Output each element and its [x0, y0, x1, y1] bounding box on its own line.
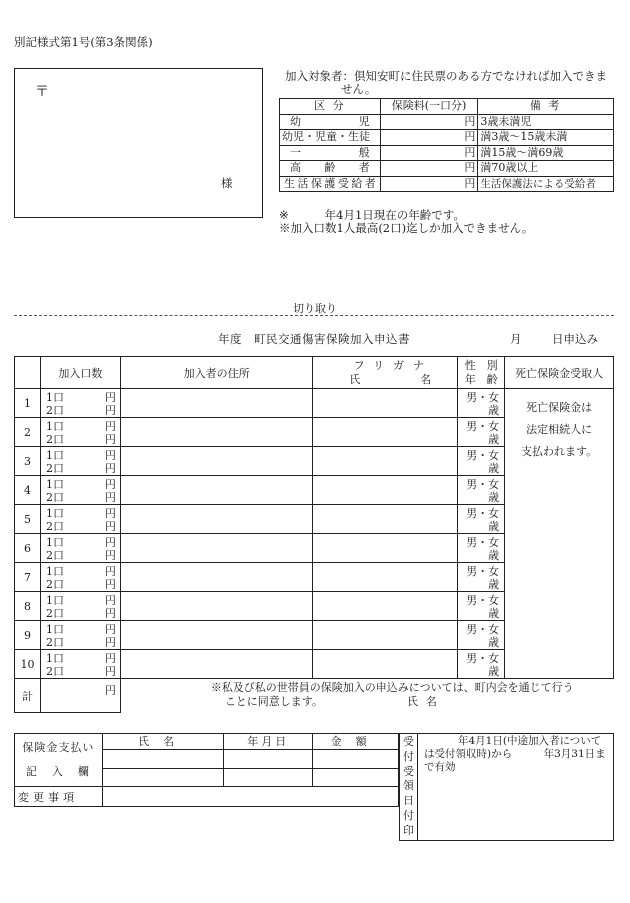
header-address: 加入者の住所: [120, 357, 313, 389]
day-label: 日申込み: [552, 332, 598, 346]
sex-age-cell[interactable]: [458, 621, 505, 650]
fee-row: [280, 145, 614, 161]
header-name: [313, 357, 458, 389]
consent-line1: ※私及び私の世帯員の保険加入の申込みについては、町内会を通じて行う: [210, 681, 574, 694]
address-cell[interactable]: [120, 505, 313, 534]
unit-1-yen: 円: [104, 419, 116, 433]
unit-2-yen: 円: [104, 490, 116, 504]
unit-1-label: 1口: [45, 622, 64, 636]
unit-2-label: 2口: [45, 635, 64, 649]
application-table: [14, 356, 614, 713]
fee-table-header: [280, 99, 614, 115]
units-cell[interactable]: [40, 389, 120, 418]
consent-line2-wrap: [121, 695, 614, 709]
row-number: 1: [15, 389, 41, 418]
name-cell[interactable]: [313, 418, 458, 447]
age-unit: 歳: [488, 403, 500, 417]
payment-label-2: 記 入 欄: [25, 765, 91, 778]
sex-options: 男・女: [466, 622, 500, 636]
payment-name-cell[interactable]: [102, 768, 224, 787]
application-header: [15, 357, 614, 389]
beneficiary-note-3: 支払われます。: [521, 445, 598, 458]
address-cell[interactable]: [120, 650, 313, 679]
fee-row: [280, 176, 614, 192]
unit-2-yen: 円: [104, 403, 116, 417]
address-cell[interactable]: [120, 476, 313, 505]
validity-line2: は受付領収時)から 年3月31日ま: [424, 748, 606, 760]
address-cell[interactable]: [120, 621, 313, 650]
unit-1-yen: 円: [104, 651, 116, 665]
unit-2-yen: 円: [104, 577, 116, 591]
name-cell[interactable]: [313, 621, 458, 650]
units-cell[interactable]: [40, 621, 120, 650]
validity-line1: 年4月1日(中途加入者について: [458, 735, 602, 747]
unit-2-label: 2口: [45, 606, 64, 620]
sex-age-cell[interactable]: [458, 563, 505, 592]
fee-amount[interactable]: 円: [380, 176, 478, 192]
row-number: 2: [15, 418, 41, 447]
payment-date-cell[interactable]: [224, 750, 313, 768]
units-cell[interactable]: [40, 476, 120, 505]
fee-note: 満15歳～満69歳: [478, 145, 614, 161]
row-number: 3: [15, 447, 41, 476]
fee-category: 幼児: [280, 114, 381, 130]
age-unit: 歳: [488, 606, 500, 620]
fee-note: 満3歳～15歳未満: [478, 130, 614, 146]
total-label: 計: [15, 679, 41, 713]
name-cell[interactable]: [313, 534, 458, 563]
unit-2-yen: 円: [104, 635, 116, 649]
sex-options: 男・女: [466, 593, 500, 607]
unit-2-label: 2口: [45, 490, 64, 504]
unit-1-yen: 円: [104, 564, 116, 578]
address-cell[interactable]: [120, 592, 313, 621]
receipt-row: [400, 734, 614, 841]
age-unit: 歳: [488, 577, 500, 591]
address-cell[interactable]: [120, 447, 313, 476]
change-cell[interactable]: [102, 787, 398, 807]
unit-1-yen: 円: [104, 477, 116, 491]
age-unit: 歳: [488, 635, 500, 649]
unit-1-label: 1口: [45, 477, 64, 491]
unit-1-label: 1口: [45, 564, 64, 578]
payment-label-1: 保険金支払い: [22, 741, 95, 754]
total-amount[interactable]: 円: [40, 679, 120, 713]
applicant-row: [15, 389, 614, 418]
fee-category: 高齢者: [280, 161, 381, 177]
payment-header-amount: 金額: [313, 734, 399, 750]
beneficiary-note-1: 死亡保険金は: [526, 401, 593, 414]
unit-1-yen: 円: [104, 448, 116, 462]
units-cell[interactable]: [40, 447, 120, 476]
sex-age-cell[interactable]: [458, 389, 505, 418]
address-cell[interactable]: [120, 418, 313, 447]
eligibility-line2: せん。: [341, 82, 377, 96]
unit-2-yen: 円: [104, 548, 116, 562]
note-mark: ※: [279, 208, 289, 222]
validity-line3: で有効: [424, 761, 456, 773]
fee-row: [280, 130, 614, 146]
name-cell[interactable]: [313, 389, 458, 418]
payment-label: [15, 734, 103, 787]
unit-2-label: 2口: [45, 461, 64, 475]
fee-note: 満70歳以上: [478, 161, 614, 177]
unit-2-label: 2口: [45, 577, 64, 591]
applicant-rows: [15, 389, 614, 679]
eligibility-line1: 加入対象者：倶知安町に住民票のある方でなければ加入できま: [285, 69, 607, 83]
limit-note: ※加入口数1人最高(2口)迄しか加入できません。: [279, 221, 534, 235]
unit-2-label: 2口: [45, 548, 64, 562]
change-row: [15, 787, 399, 807]
payment-header-date: 年月日: [224, 734, 313, 750]
unit-2-label: 2口: [45, 403, 64, 417]
header-age: 年 齢: [464, 372, 498, 386]
honorific: 様: [221, 176, 233, 190]
unit-1-yen: 円: [104, 506, 116, 520]
change-label: 変更事項: [15, 787, 103, 807]
fee-category: 生活保護受給者: [280, 176, 381, 192]
row-number: 6: [15, 534, 41, 563]
receipt-stamp-label: 受 付 受 領 日 付 印: [400, 734, 418, 841]
units-cell[interactable]: [40, 418, 120, 447]
row-number: 9: [15, 621, 41, 650]
payment-header-name: 氏名: [102, 734, 224, 750]
unit-1-label: 1口: [45, 390, 64, 404]
eligibility-note: [285, 70, 615, 96]
payment-date-cell[interactable]: [224, 768, 313, 787]
fee-amount[interactable]: 円: [380, 130, 478, 146]
payment-header: [15, 734, 399, 750]
month-label: 月: [510, 332, 522, 346]
fee-row: [280, 161, 614, 177]
units-cell[interactable]: [40, 563, 120, 592]
unit-2-yen: 円: [104, 461, 116, 475]
units-cell[interactable]: [40, 534, 120, 563]
header-name-1: 氏: [349, 372, 361, 386]
age-unit: 歳: [488, 461, 500, 475]
address-cell[interactable]: [120, 534, 313, 563]
fee-header-fee: 保険料(一口分): [380, 99, 478, 115]
fee-note: 3歳未満児: [478, 114, 614, 130]
sex-age-cell[interactable]: [458, 418, 505, 447]
fee-category: 一般: [280, 145, 381, 161]
unit-2-label: 2口: [45, 519, 64, 533]
age-unit: 歳: [488, 432, 500, 446]
units-cell[interactable]: [40, 650, 120, 679]
consent-line2: ことに同意します。: [224, 695, 323, 708]
unit-1-yen: 円: [104, 622, 116, 636]
name-cell[interactable]: [313, 563, 458, 592]
name-cell[interactable]: [313, 592, 458, 621]
header-furigana: フリガナ: [353, 358, 434, 372]
fee-row: [280, 114, 614, 130]
header-units: 加入口数: [40, 357, 120, 389]
unit-1-label: 1口: [45, 419, 64, 433]
sex-age-cell[interactable]: [458, 505, 505, 534]
form-title: 年度 町民交通傷害保険加入申込書: [218, 332, 410, 346]
row-number: 8: [15, 592, 41, 621]
form-reference: 別記様式第1号(第3条関係): [14, 35, 153, 49]
header-sex: 性 別: [464, 358, 498, 372]
unit-2-label: 2口: [45, 432, 64, 446]
fee-header-category: 区 分: [280, 99, 381, 115]
fee-amount[interactable]: 円: [380, 145, 478, 161]
sex-options: 男・女: [466, 448, 500, 462]
payment-table: [14, 733, 399, 807]
address-cell[interactable]: [120, 389, 313, 418]
receipt-table: [399, 733, 614, 841]
total-row: [15, 679, 614, 713]
row-number: 4: [15, 476, 41, 505]
fee-amount[interactable]: 円: [380, 161, 478, 177]
sex-options: 男・女: [466, 390, 500, 404]
beneficiary-note-2: 法定相続人に: [526, 423, 593, 436]
header-name-2: 名: [420, 372, 432, 386]
unit-1-label: 1口: [45, 651, 64, 665]
unit-2-label: 2口: [45, 664, 64, 678]
fee-amount[interactable]: 円: [380, 114, 478, 130]
unit-1-label: 1口: [45, 535, 64, 549]
sex-options: 男・女: [466, 535, 500, 549]
cut-line: [14, 315, 614, 316]
header-sex-age: [458, 357, 505, 389]
fee-header-note: 備 考: [478, 99, 614, 115]
unit-1-label: 1口: [45, 506, 64, 520]
consent-statement: [120, 679, 613, 713]
fee-category: 幼児・児童・生徒: [280, 130, 381, 146]
cut-label: 切り取り: [293, 302, 337, 315]
age-unit: 歳: [488, 519, 500, 533]
age-note-text: 年4月1日現在の年齢です。: [324, 208, 465, 222]
sex-options: 男・女: [466, 419, 500, 433]
sex-age-cell[interactable]: [458, 476, 505, 505]
age-unit: 歳: [488, 664, 500, 678]
title-row: [0, 331, 630, 347]
sex-age-cell[interactable]: [458, 534, 505, 563]
sex-options: 男・女: [466, 651, 500, 665]
sex-age-cell[interactable]: [458, 447, 505, 476]
age-unit: 歳: [488, 548, 500, 562]
unit-1-label: 1口: [45, 448, 64, 462]
sex-age-cell[interactable]: [458, 650, 505, 679]
payment-name-cell[interactable]: [102, 750, 224, 768]
postal-mark: 〒: [35, 84, 49, 100]
payment-amount-cell[interactable]: [313, 768, 399, 787]
header-beneficiary: 死亡保険金受取人: [505, 357, 614, 389]
name-cell[interactable]: [313, 650, 458, 679]
sex-options: 男・女: [466, 564, 500, 578]
receipt-validity[interactable]: [418, 734, 614, 841]
units-cell[interactable]: [40, 505, 120, 534]
name-cell[interactable]: [313, 447, 458, 476]
unit-1-yen: 円: [104, 535, 116, 549]
unit-1-yen: 円: [104, 593, 116, 607]
sex-age-cell[interactable]: [458, 592, 505, 621]
name-cell[interactable]: [313, 505, 458, 534]
unit-2-yen: 円: [104, 606, 116, 620]
unit-2-yen: 円: [104, 432, 116, 446]
sex-options: 男・女: [466, 477, 500, 491]
unit-1-label: 1口: [45, 593, 64, 607]
units-cell[interactable]: [40, 592, 120, 621]
row-number: 10: [15, 650, 41, 679]
sex-options: 男・女: [466, 506, 500, 520]
address-cell[interactable]: [120, 563, 313, 592]
fee-table: [279, 98, 614, 192]
unit-2-yen: 円: [104, 664, 116, 678]
fee-note: 生活保護法による受給者: [478, 176, 614, 192]
beneficiary-cell: [505, 389, 614, 679]
row-number: 5: [15, 505, 41, 534]
row-number: 7: [15, 563, 41, 592]
unit-1-yen: 円: [104, 390, 116, 404]
header-number: [15, 357, 41, 389]
name-cell[interactable]: [313, 476, 458, 505]
address-box[interactable]: [14, 68, 263, 218]
payment-amount-cell[interactable]: [313, 750, 399, 768]
consent-name-label: 氏名: [406, 695, 445, 708]
age-unit: 歳: [488, 490, 500, 504]
unit-2-yen: 円: [104, 519, 116, 533]
